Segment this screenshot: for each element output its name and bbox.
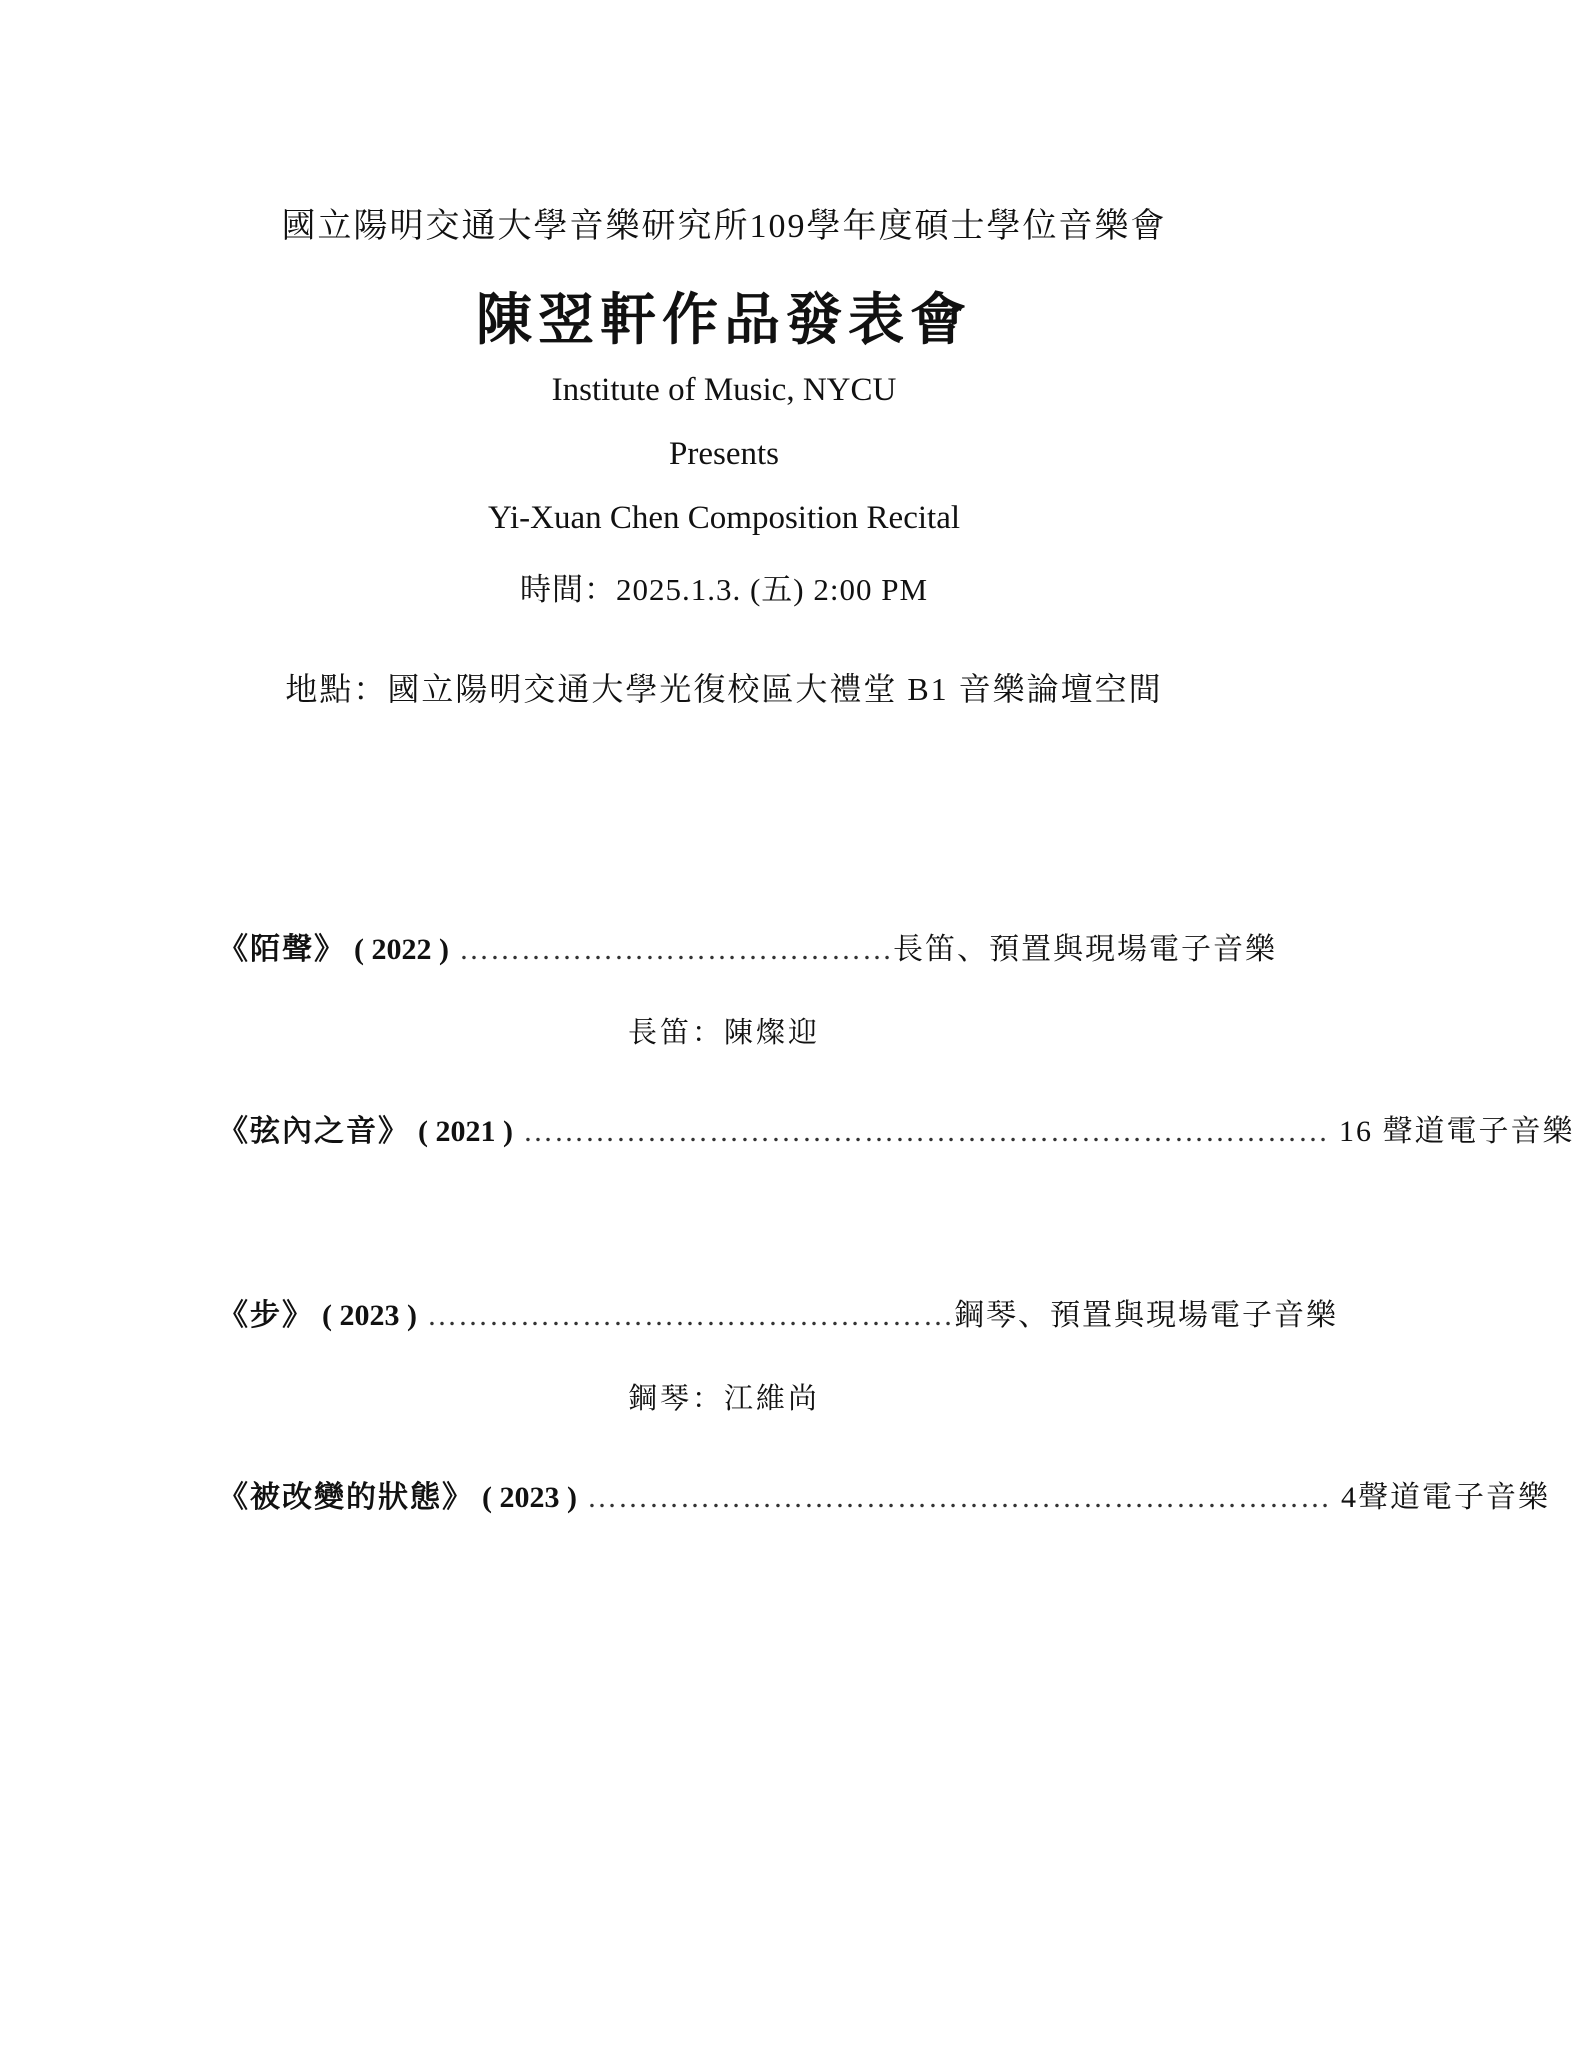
presents-text: Presents — [669, 436, 779, 472]
recital-title-en: Yi-Xuan Chen Composition Recital — [487, 500, 961, 536]
work-title: 《弦內之音》 — [218, 1115, 410, 1148]
work-title: 《陌聲》 — [218, 933, 346, 966]
work-instrumentation: 4聲道電子音樂 — [1340, 1481, 1550, 1514]
work-instrumentation: 16 聲道電子音樂 — [1338, 1115, 1574, 1148]
work-title: 《被改變的狀態》 — [218, 1481, 474, 1514]
program-item — [218, 1290, 1338, 1334]
concert-subtitle: 國立陽明交通大學音樂研究所109學年度碩士學位音樂會 — [281, 208, 1167, 245]
work-year: ( 2022 ) — [354, 933, 449, 966]
work-title: 《步》 — [218, 1299, 314, 1332]
work-year: ( 2023 ) — [482, 1481, 577, 1514]
work-instrumentation: 長笛、預置與現場電子音樂 — [892, 933, 1277, 966]
leader-dots: …………………………………… — [458, 933, 893, 966]
work-instrumentation: 鋼琴、預置與現場電子音樂 — [953, 1299, 1338, 1332]
page-title: 陳翌軒作品發表會 — [476, 290, 972, 352]
performer-credit: 長笛：陳燦迎 — [627, 1017, 820, 1049]
work-year: ( 2023 ) — [322, 1299, 417, 1332]
leader-dots: ……………………………………………………………… — [586, 1481, 1331, 1514]
work-year: ( 2021 ) — [418, 1115, 513, 1148]
performer-credit: 鋼琴：江維尚 — [627, 1383, 820, 1415]
program-item — [218, 924, 1277, 968]
concert-time: 時間：2025.1.3. (五) 2:00 PM — [519, 572, 929, 607]
institute-name: Institute of Music, NYCU — [551, 372, 897, 408]
leader-dots: …………………………………………… — [426, 1299, 954, 1332]
program-item — [218, 1106, 1574, 1150]
program-item — [218, 1472, 1550, 1516]
leader-dots: …………………………………………………………………… — [522, 1115, 1329, 1148]
concert-venue: 地點：國立陽明交通大學光復校區大禮堂 B1 音樂論壇空間 — [285, 671, 1163, 707]
